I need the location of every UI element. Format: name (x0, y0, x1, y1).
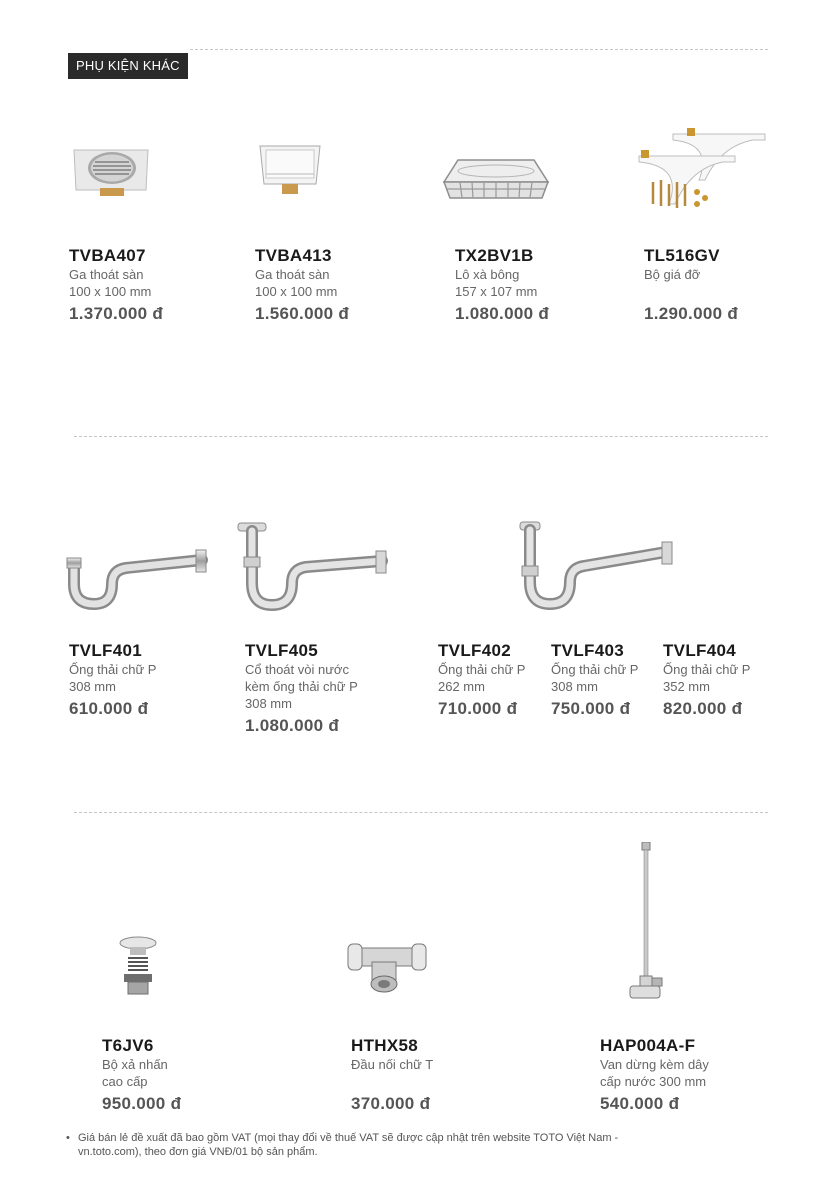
footnote-bullet: • (66, 1132, 70, 1144)
product-desc-line: cấp nước 300 mm (600, 1074, 707, 1089)
product-price: 820.000 đ (663, 699, 743, 718)
product-price: 1.560.000 đ (255, 304, 350, 323)
divider-middle (74, 436, 768, 437)
section-title: PHỤ KIỆN KHÁC (68, 53, 188, 79)
product-desc-line: Ống thải chữ P (551, 662, 639, 677)
product-desc-line: Lô xà bông (455, 267, 520, 282)
product-price: 540.000 đ (600, 1094, 680, 1113)
product-price: 1.080.000 đ (245, 716, 340, 735)
product-desc-line: kèm ống thải chữ P (245, 679, 358, 694)
product-price: 370.000 đ (351, 1094, 431, 1113)
product-price: 1.370.000 đ (69, 304, 164, 323)
product-desc-line: Ga thoát sàn (69, 267, 144, 282)
product-desc-line: 308 mm (245, 696, 292, 711)
p-trap-icon (64, 544, 210, 612)
product-code: TVLF402 (438, 641, 511, 660)
floor-drain-round-grate-icon (72, 146, 152, 198)
product-desc-line: 308 mm (551, 679, 598, 694)
footnote (66, 1131, 766, 1159)
product-code: HTHX58 (351, 1036, 418, 1055)
product-desc-line: cao cấp (102, 1074, 148, 1089)
product-code: TVLF404 (663, 641, 736, 660)
footnote-line: vn.toto.com), theo đơn giá VNĐ/01 bộ sản phẩm. (78, 1146, 318, 1158)
product-desc-line: Ga thoát sàn (255, 267, 330, 282)
product-code: TVLF401 (69, 641, 142, 660)
product-desc-line: Cổ thoát vòi nước (245, 662, 349, 677)
push-drain-icon (116, 936, 160, 998)
product-price: 950.000 đ (102, 1094, 182, 1113)
product-price: 750.000 đ (551, 699, 631, 718)
product-price: 610.000 đ (69, 699, 149, 718)
product-code: TL516GV (644, 246, 720, 265)
product-code: HAP004A-F (600, 1036, 696, 1055)
t-connector-icon (344, 938, 430, 994)
product-code: T6JV6 (102, 1036, 154, 1055)
product-desc-line: 100 x 100 mm (255, 284, 338, 299)
product-desc-line: Bộ giá đỡ (644, 267, 701, 282)
product-desc-line: 308 mm (69, 679, 116, 694)
product-price: 1.290.000 đ (644, 304, 739, 323)
product-desc-line: Van dừng kèm dây (600, 1057, 709, 1072)
product-code: TVBA413 (255, 246, 332, 265)
product-code: TVLF403 (551, 641, 624, 660)
product-desc-line: Bộ xả nhấn (102, 1057, 168, 1072)
product-code: TVBA407 (69, 246, 146, 265)
product-desc-line: 157 x 107 mm (455, 284, 538, 299)
product-desc-line: 262 mm (438, 679, 485, 694)
product-code: TX2BV1B (455, 246, 534, 265)
divider-bottom (74, 812, 768, 813)
product-desc-line: Ống thải chữ P (69, 662, 157, 677)
floor-drain-square-cover-icon (258, 144, 322, 198)
product-desc-line: Ống thải chữ P (438, 662, 526, 677)
product-price: 710.000 đ (438, 699, 518, 718)
footnote-line: Giá bán lẻ đề xuất đã bao gồm VAT (mọi thay đổi về thuế VAT sẽ được cập nhật trên website TOTO Việt Nam - (78, 1132, 619, 1144)
p-trap-with-drain-icon (236, 521, 388, 613)
product-code: TVLF405 (245, 641, 318, 660)
bracket-set-icon (625, 126, 771, 218)
product-desc-line: Ống thải chữ P (663, 662, 751, 677)
product-desc-line: Đầu nối chữ T (351, 1057, 434, 1072)
stop-valve-hose-icon (628, 842, 664, 1004)
divider-top (190, 49, 768, 50)
product-desc-line: 100 x 100 mm (69, 284, 152, 299)
product-price: 1.080.000 đ (455, 304, 550, 323)
p-trap-long-icon (516, 520, 674, 612)
soap-basket-icon (438, 156, 550, 204)
product-desc-line: 352 mm (663, 679, 710, 694)
